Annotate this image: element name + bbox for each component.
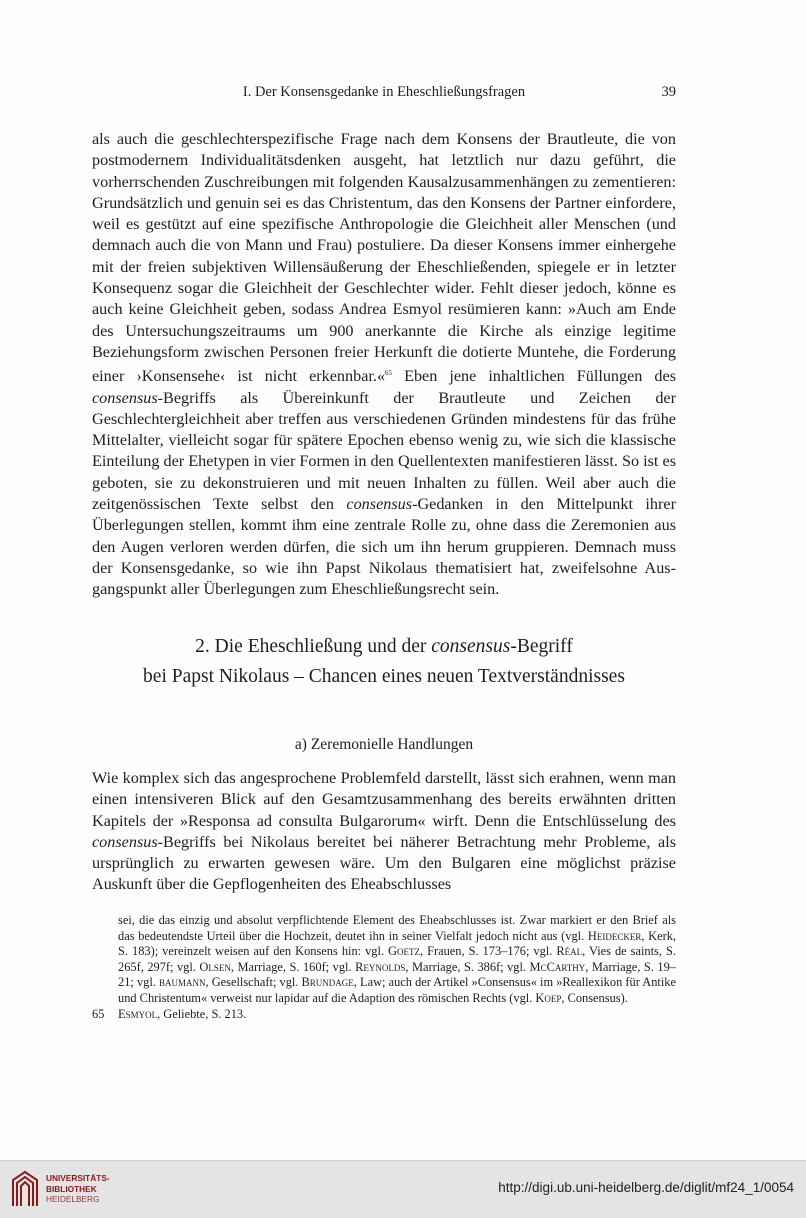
university-logo-icon[interactable] xyxy=(10,1170,40,1208)
body-paragraph-2: Wie komplex sich das angesprochene Problemfeld darstellt, lässt sich erahnen, wenn man einen intensiveren Blick auf den Gesamtzusammenhang des bereits erwähnten dritten Kapitels der »Responsa ad consulta Bulgarorum« wirft. Denn die Entschlüsselung des consensus-Begriffs bei Nikolaus bereitet bei näherer Betrachtung mehr Probleme, als ursprünglich zu erwarten gewesen wäre. Um den Bulgaren eine möglichst präzise Auskunft über die Gepflogenheiten des Eheabschlusses xyxy=(92,769,676,894)
subsection-heading: a) Zeremonielle Handlungen xyxy=(294,736,474,753)
footnotes xyxy=(92,913,676,1022)
permalink-url[interactable]: http://digi.ub.uni-heidelberg.de/diglit/mf24_1/0054 xyxy=(498,1180,794,1195)
footnote-continued: sei, die das einzig und absolut verpflichtende Element des Eheabschlusses ist. Zwar markiert er den Brief als das bedeutendste Urteil über die Hochzeit, deutet ihn in seiner Vielfalt jedoch nicht aus (vgl. Heidecker, Kerk, S. 183); vereinzelt weisen auf den Konsens hin: vgl. Goetz, Frauen, S. 173–176; vgl. Réal, Vies de saints, S. 265f, 297f; vgl. Olsen, Marriage, S. 160f; vgl. Reynolds, Marriage, S. 386f; vgl. McCarthy, Marriage, S. 19–21; vgl. baumann, Gesellschaft; vgl. Brundage, Law; auch der Artikel »Consensus« im »Reallexikon für Antike und Christentum« verweist nur lapidar auf die Adaption des römischen Rechts (vgl. Koep, Consensus). xyxy=(118,913,677,1005)
section-heading: 2. Die Eheschließung und der consensus-Begriff bei Papst Nikolaus – Chancen eines neuen Textverständnisses xyxy=(143,636,625,687)
viewer-footer xyxy=(0,1160,806,1218)
body-paragraph-1: als auch die geschlechterspezifische Frage nach dem Konsens der Brautleute, die von postmodernem Individualitätsdenken ausgeht, hat letztlich nur dazu geführt, die vorherrschenden Zuschreibungen mit folgenden Kausalzusammenhängen zu zementieren: Grundsätzlich und genuin sei es das Christentum, das den Konsens der Partner einfordere, weil es gestützt auf eine spezifische Anthropologie die Gleichheit aller Menschen (und demnach auch die von Mann und Frau) postuliere. Da dieser Konsens immer einhergehe mit der freien subjektiven Willensäußerung der Eheschließenden, spiegele er in letzter Konsequenz sogar die Gleichheit der Geschlechter wider. Fehlt dieser jedoch, könne es auch keine Gleichheit geben, sodass Andrea Esmyol resümieren kann: »Auch am Ende des Untersuchungszeitraums um 900 anerkannte die Kirche als einzige legitime Beziehungsform zwischen Personen freier Herkunft die dotierte Muntehe, die Forderung einer ›Konsensehe‹ ist nicht erkennbar.«$^{65}$ Eben jene inhaltlichen Füllungen des consensus-Begriffs als Übereinkunft der Brautleute und Zeichen der Geschlechtergleichheit aber treffen aus verschiedenen Gründen mindestens für das frühe Mittelalter, vielleicht sogar für spätere Epochen ebenso wenig zu, wie sich die klassische Einteilung der Ehetypen in vier Formen in den Quellentexten manifestieren lässt. So ist es geboten, sie zu dekonstruieren und mit neuen Inhalten zu füllen. Weil aber auch die zeitgenössischen Texte selbst den consensus-Gedanken in den Mittelpunkt ihrer Überlegungen stellen, kommt ihm eine zentrale Rolle zu, ohne dass die Zeremonien aus den Augen verloren werden dürfen, die sich um ihn herum gruppieren. Demnach muss der Konsensgedanke, so wie ihn Papst Nikolaus thematisiert hat, zweifelsohne Ausgangspunkt aller Überlegungen zum Eheschließungsrecht sein. xyxy=(92,130,676,599)
footnote-65: 65 Esmyol, Geliebte, S. 213. xyxy=(92,1006,247,1021)
library-name[interactable]: UNIVERSITÄTS- BIBLIOTHEK HEIDELBERG xyxy=(46,1173,110,1204)
page-header xyxy=(92,84,676,106)
footnote-ref-65[interactable]: 65 xyxy=(385,369,393,378)
footnote-number: 65 xyxy=(92,1006,105,1021)
running-title: I. Der Konsensgedanke in Eheschließungsfragen xyxy=(242,84,526,100)
page-number: 39 xyxy=(661,84,676,100)
